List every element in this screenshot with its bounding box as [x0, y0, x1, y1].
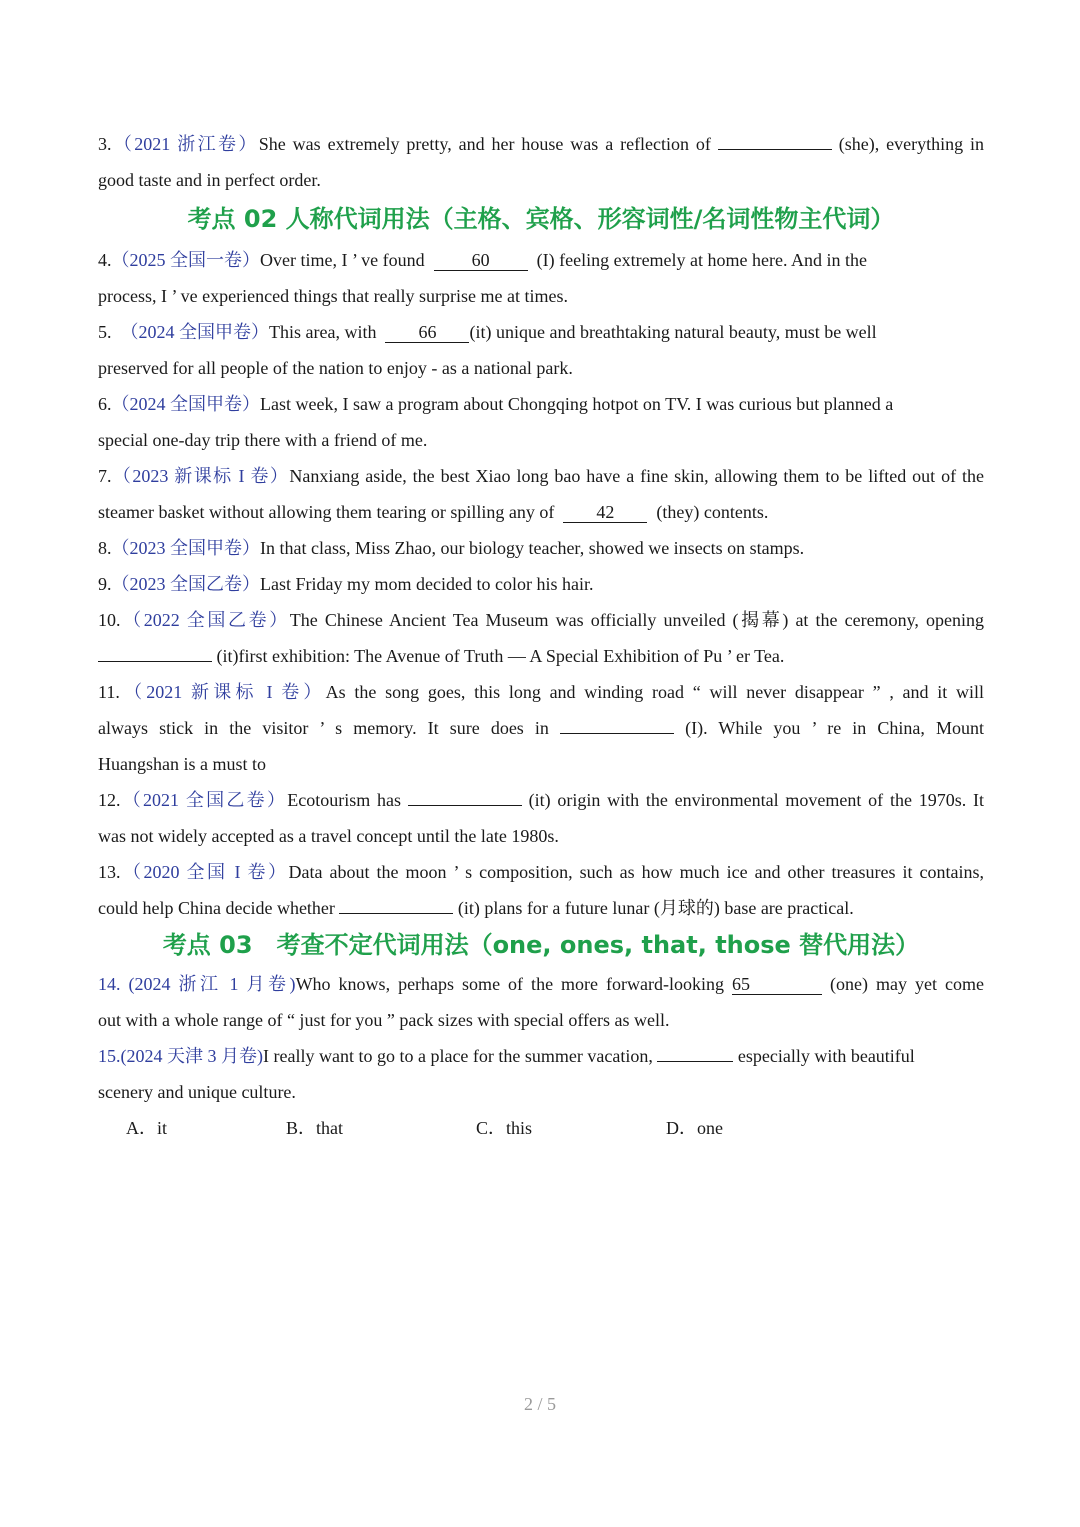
question-text: This area, with	[269, 322, 381, 342]
question-10-line-2	[98, 638, 984, 674]
question-5-line-2: preserved for all people of the nation to enjoy - as a national park.	[98, 358, 573, 378]
source-tag: （2025 全国一卷）	[111, 250, 260, 270]
option-d[interactable]: D．one	[666, 1118, 723, 1138]
question-4-line-1	[98, 242, 984, 278]
question-7-line-2	[98, 494, 984, 530]
source-tag: （2024 全国甲卷）	[111, 394, 260, 414]
source-tag: （2024 全国甲卷）	[120, 322, 269, 342]
source-tag: 14. (2024 浙江 1 月卷)	[98, 974, 296, 994]
question-14-line-2: out with a whole range of “ just for you ” pack sizes with special offers as well.	[98, 1010, 670, 1030]
question-text: (they) contents.	[651, 502, 769, 522]
question-3-line-1	[98, 126, 984, 162]
source-tag: （2021 浙江卷）	[111, 134, 259, 154]
question-number: 8.	[98, 538, 112, 558]
question-12-line-1	[98, 782, 984, 818]
answer-blank: 60	[434, 250, 528, 271]
answer-blank	[718, 149, 832, 150]
question-text: Over time, I ’ ve found	[260, 250, 430, 270]
question-text: Data about the moon ’ s composition, such as how much ice and other treasures it contains,	[288, 862, 984, 882]
question-number: 13.	[98, 862, 121, 882]
answer-blank: 66	[385, 322, 469, 343]
question-14-line-1	[98, 966, 984, 1002]
answer-blank	[339, 913, 453, 914]
question-text: could help China decide whether	[98, 898, 340, 918]
question-text: steamer basket without allowing them tearing or spilling any of	[98, 502, 559, 522]
source-tag: （2021 全国乙卷）	[120, 790, 288, 810]
question-text: Last week, I saw a program about Chongqing hotpot on TV. I was curious but planned a	[260, 394, 894, 414]
source-tag: 15.(2024 天津 3 月卷)	[98, 1046, 263, 1066]
answer-blank	[657, 1061, 733, 1062]
question-8-line-1	[98, 530, 984, 566]
question-text: As the song goes, this long and winding road “ will never disappear ” , and it will	[325, 682, 984, 702]
question-13-line-1	[98, 854, 984, 890]
question-text: The Chinese Ancient Tea Museum was officially unveiled (揭幕) at the ceremony, opening	[289, 610, 984, 630]
question-15-line-2: scenery and unique culture.	[98, 1082, 296, 1102]
question-12-line-2: was not widely accepted as a travel concept until the late 1980s.	[98, 826, 559, 846]
question-number: 3.	[98, 134, 112, 154]
question-number: 6.	[98, 394, 112, 414]
question-6-line-1	[98, 386, 984, 422]
question-number: 12.	[98, 790, 121, 810]
question-11-line-2	[98, 710, 984, 746]
question-text: Nanxiang aside, the best Xiao long bao have a fine skin, allowing them to be lifted out of the	[289, 466, 984, 486]
question-list	[98, 126, 984, 1146]
answer-blank: 65	[732, 974, 822, 995]
option-c[interactable]: C．this	[476, 1118, 533, 1138]
option-a[interactable]: A．it	[126, 1118, 168, 1138]
question-text: (one) may yet come	[822, 974, 984, 994]
question-15-line-1	[98, 1038, 984, 1074]
question-number: 11.	[98, 682, 120, 702]
answer-blank: 42	[563, 502, 647, 523]
question-text: (I). While you ’ re in China, Mount	[674, 718, 984, 738]
answer-blank	[98, 661, 212, 662]
question-number: 7.	[98, 466, 112, 486]
page-number: 2 / 5	[523, 1394, 556, 1414]
question-text: (I) feeling extremely at home here. And in the	[532, 250, 867, 270]
question-text: Who knows, perhaps some of the more forward-looking	[295, 974, 733, 994]
question-9-line-1	[98, 566, 984, 602]
question-10-line-1	[98, 602, 984, 638]
question-text: (she), everything in	[831, 134, 984, 154]
source-tag: （2020 全国 I 卷）	[120, 862, 289, 882]
question-11-line-3: Huangshan is a must to	[98, 754, 266, 774]
question-number: 5.	[98, 322, 116, 342]
source-tag: （2021 新课标 I 卷）	[119, 682, 326, 702]
question-text: especially with beautiful	[733, 1046, 915, 1066]
question-text: In that class, Miss Zhao, our biology teacher, showed we insects on stamps.	[260, 538, 805, 558]
question-number: 10.	[98, 610, 121, 630]
question-text: She was extremely pretty, and her house was a reflection of	[258, 134, 718, 154]
question-6-line-2: special one-day trip there with a friend of me.	[98, 430, 428, 450]
question-number: 9.	[98, 574, 112, 594]
source-tag: （2022 全国乙卷）	[120, 610, 290, 630]
source-tag: （2023 全国甲卷）	[111, 538, 260, 558]
answer-blank	[560, 733, 674, 734]
question-text: (it)first exhibition: The Avenue of Truth — A Special Exhibition of Pu ’ er Tea.	[212, 646, 785, 666]
question-7-line-1	[98, 458, 984, 494]
question-text: Ecotourism has	[287, 790, 408, 810]
question-text: (it) origin with the environmental movement of the 1970s. It	[521, 790, 984, 810]
section-heading-03: 考点 03 考查不定代词用法（one, ones, that, those 替代用法）	[162, 931, 920, 959]
source-tag: （2023 全国乙卷）	[111, 574, 260, 594]
question-number: 4.	[98, 250, 112, 270]
option-b[interactable]: B．that	[286, 1118, 343, 1138]
question-3-line-2: good taste and in perfect order.	[98, 170, 321, 190]
answer-blank	[408, 805, 522, 806]
section-heading-02: 考点 02 人称代词用法（主格、宾格、形容词性/名词性物主代词）	[187, 205, 895, 233]
question-11-line-1	[98, 674, 984, 710]
question-text: Last Friday my mom decided to color his hair.	[260, 574, 594, 594]
question-text: (it) plans for a future lunar (月球的) base are practical.	[453, 898, 854, 918]
question-13-line-2	[98, 890, 984, 926]
question-text: I really want to go to a place for the summer vacation,	[263, 1046, 658, 1066]
question-text: (it) unique and breathtaking natural beauty, must be well	[469, 322, 877, 342]
question-5-line-1	[98, 314, 984, 350]
answer-options	[98, 1110, 984, 1146]
question-text: always stick in the visitor ’ s memory. It sure does in	[98, 718, 560, 738]
source-tag: （2023 新课标 I 卷）	[111, 466, 290, 486]
question-4-line-2: process, I ’ ve experienced things that really surprise me at times.	[98, 286, 569, 306]
